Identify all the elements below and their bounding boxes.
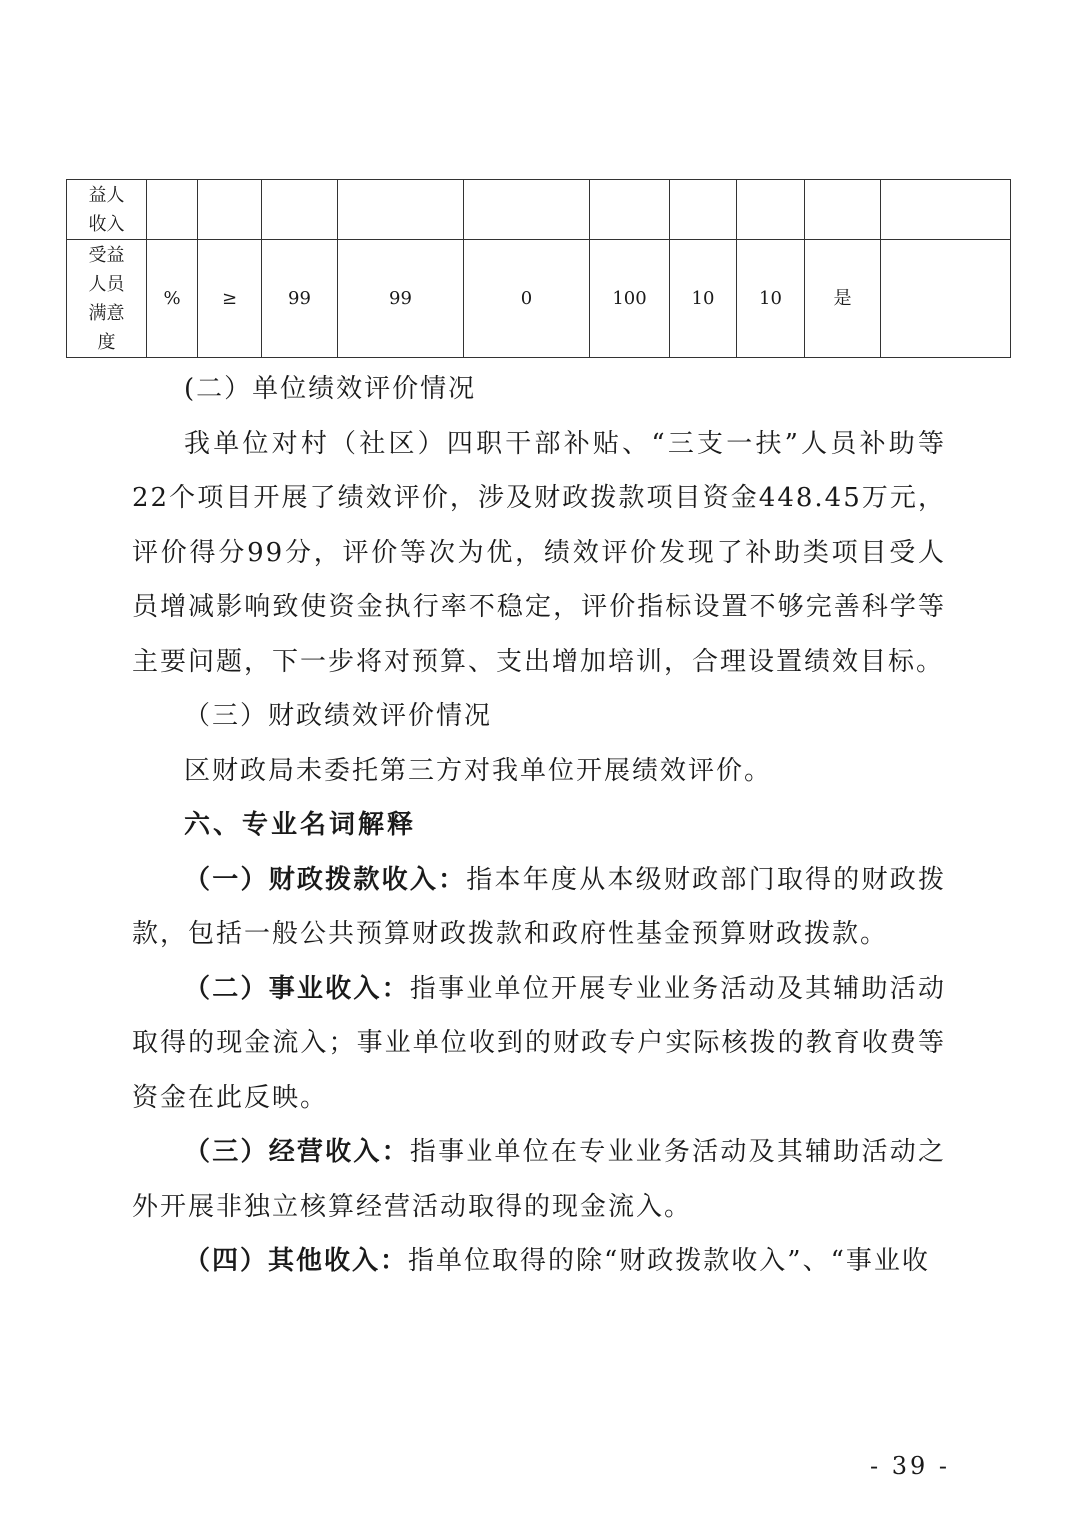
term-label: （一）财政拨款收入： — [184, 864, 467, 895]
symbol-cell: ≥ — [198, 240, 262, 358]
actual-cell: 99 — [338, 240, 464, 358]
term-text: 指本年度从本级财政部门取得的财政拨款，包括一般公共预算财政拨款和政府性基金预算财政拨款。 — [132, 864, 946, 949]
term-text: 指单位取得的除“财政拨款收入”、“事业收 — [408, 1246, 930, 1276]
table-row — [67, 180, 1011, 240]
term-definition — [132, 853, 946, 962]
symbol-cell — [198, 180, 262, 240]
achieved-cell: 是 — [805, 240, 881, 358]
note-cell — [881, 240, 1011, 358]
unit-cell: % — [147, 240, 198, 358]
unit-cell — [147, 180, 198, 240]
deviation-cell — [464, 180, 590, 240]
indicator-label: 益人收入 — [88, 184, 125, 235]
term-label: （二）事业收入： — [184, 973, 410, 1004]
actual-cell — [338, 180, 464, 240]
note-cell — [881, 180, 1011, 240]
term-label: （三）经营收入： — [184, 1137, 410, 1167]
rate-cell: 100 — [590, 240, 670, 358]
target-cell — [262, 180, 338, 240]
term-text: 指事业单位开展专业业务活动及其辅助活动取得的现金流入；事业单位收到的财政专户实际核拨的教育收费等资金在此反映。 — [132, 973, 946, 1113]
document-body — [132, 362, 946, 1289]
paragraph: 区财政局未委托第三方对我单位开展绩效评价。 — [184, 755, 773, 786]
score-cell: 10 — [737, 240, 805, 358]
rate-cell — [590, 180, 670, 240]
term-definition — [132, 1234, 946, 1289]
term-definition — [132, 1125, 946, 1234]
table-row — [67, 240, 1011, 358]
score-cell — [737, 180, 805, 240]
term-label: （四）其他收入： — [184, 1246, 409, 1276]
page-number: - 39 - — [870, 1452, 951, 1480]
section-heading: （三）财政绩效评价情况 — [184, 701, 493, 731]
achieved-cell — [805, 180, 881, 240]
indicator-cell — [67, 240, 147, 358]
paragraph: 我单位对村（社区）四职干部补贴、“三支一扶”人员补助等22个项目开展了绩效评价，涉及财政拨款项目资金448.45万元，评价得分99分，评价等次为优，绩效评价发现了补助类项目受人员增减影响致使资金执行率不稳定，评价指标设置不够完善科学等主要问题，下一步将对预算、支出增加培训，合理设置绩效目标。 — [132, 428, 946, 677]
section-heading: (二）单位绩效评价情况 — [184, 374, 477, 404]
term-definition — [132, 962, 946, 1126]
term-text: 指事业单位在专业业务活动及其辅助活动之外开展非独立核算经营活动取得的现金流入。 — [132, 1137, 946, 1222]
chapter-heading: 六、专业名词解释 — [184, 810, 417, 840]
performance-table — [66, 179, 1011, 358]
indicator-label: 受益人员满意度 — [88, 244, 125, 353]
deviation-cell: 0 — [464, 240, 590, 358]
weight-cell — [670, 180, 737, 240]
target-cell: 99 — [262, 240, 338, 358]
weight-cell: 10 — [670, 240, 737, 358]
indicator-cell — [67, 180, 147, 240]
